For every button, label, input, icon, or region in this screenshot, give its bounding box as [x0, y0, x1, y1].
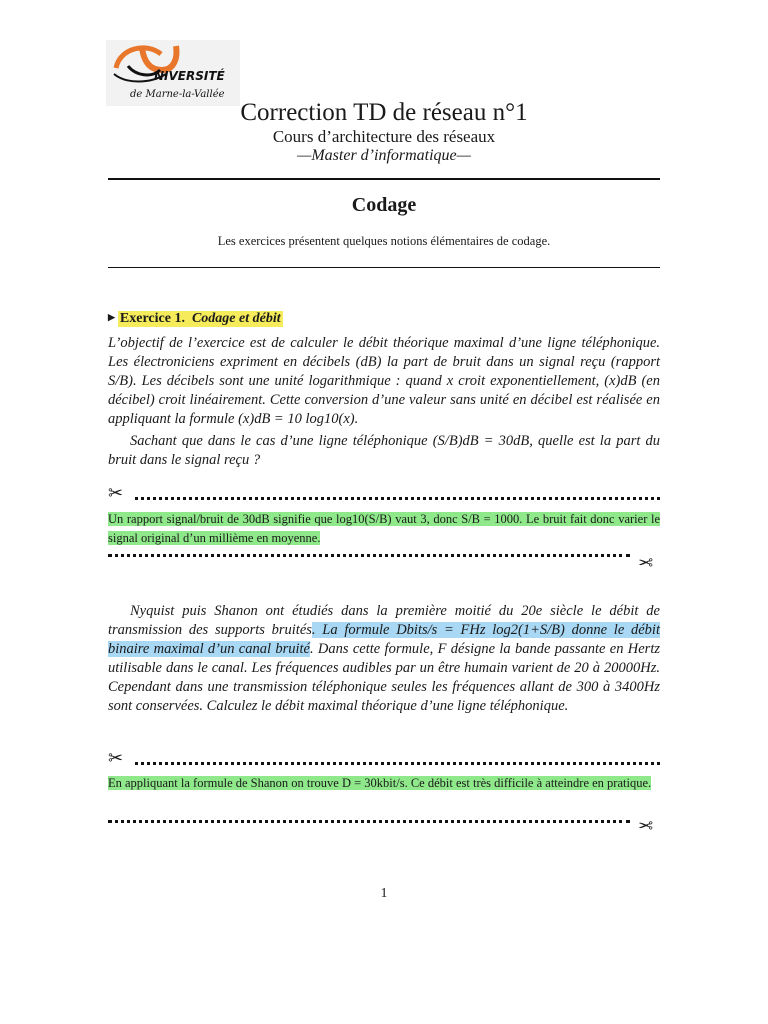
exercise-paragraph-1: L’objectif de l’exercice est de calculer le débit théorique maximal d’une ligne téléphonique. Les électroniciens expriment en décibels (dB) la part de bruit dans un signal reçu (rapport S/B). Les décibels sont une unité logarithmique : quand x croit exponentiellement, (x)dB (en décibel) croit linéairement. Cette conversion d’une valeur sans unité en décibel est réalisée en appliquant la formule (x)dB = 10 log10(x). [108, 335, 660, 427]
cut-line-bottom [108, 554, 630, 557]
scissors-icon: ✂ [638, 816, 654, 837]
svg-text:de Marne-la-Vallée: de Marne-la-Vallée [130, 89, 225, 100]
solution-2: En appliquant la formule de Shanon on trouve D = 30kbit/s. Ce débit est très difficile à atteindre en pratique. [108, 776, 652, 790]
cut-line-bottom [108, 820, 630, 823]
exercise-question-1: Sachant que dans le cas d’une ligne téléphonique (S/B)dB = 30dB, quelle est la part du bruit dans le signal reçu ? [108, 433, 660, 468]
cut-line-top [135, 762, 660, 765]
page-number: 1 [380, 886, 388, 901]
page-title: Correction TD de réseau n°1 [240, 99, 528, 126]
section-abstract: Les exercices présentent quelques notions élémentaires de codage. [217, 234, 551, 248]
exercise-heading [108, 311, 283, 327]
highlighted-formula: . La formule Dbits/s = FHz log2(1+S/B) donne le débit binaire maximal d’un canal bruité [108, 622, 660, 657]
page-subsubtitle: —Master d’informatique— [297, 147, 471, 164]
triangle-bullet-icon: ▶ [108, 312, 115, 322]
scissors-icon: ✂ [108, 748, 124, 769]
exercise-label: Exercice 1. [119, 311, 185, 326]
solution-1: Un rapport signal/bruit de 30dB signifie que log10(S/B) vaut 3, donc S/B = 1000. Le bruit fait donc varier le signal original d’un millième en moyenne. [108, 512, 660, 545]
svg-text:NIVERSITÉ: NIVERSITÉ [154, 69, 225, 83]
abstract-divider [108, 267, 660, 268]
scissors-icon: ✂ [638, 553, 654, 574]
exercise-paragraph-2: Nyquist puis Shanon ont étudiés dans la première moitié du 20e siècle le débit de transmission des supports bruités. La formule Dbits/s = FHz log2(1+S/B) donne le débit binaire maximal d’un canal bruité. Dans cette formule, F désigne la bande passante en Hertz utilisable dans le canal. Les fréquences audibles par un être humain varient de 20 à 20000Hz. Cependant dans une transmission téléphonique seules les fréquences allant de 300 à 3400Hz sont conservées. Calculez le débit maximal théorique d’une ligne téléphonique. [108, 603, 661, 714]
page-subtitle: Cours d’architecture des réseaux [272, 127, 496, 146]
exercise-title: Codage et débit [191, 311, 281, 326]
university-logo [106, 40, 240, 106]
scissors-icon: ✂ [108, 483, 124, 504]
section-title: Codage [351, 194, 417, 216]
cut-line-top [135, 497, 660, 500]
top-divider [108, 178, 660, 180]
